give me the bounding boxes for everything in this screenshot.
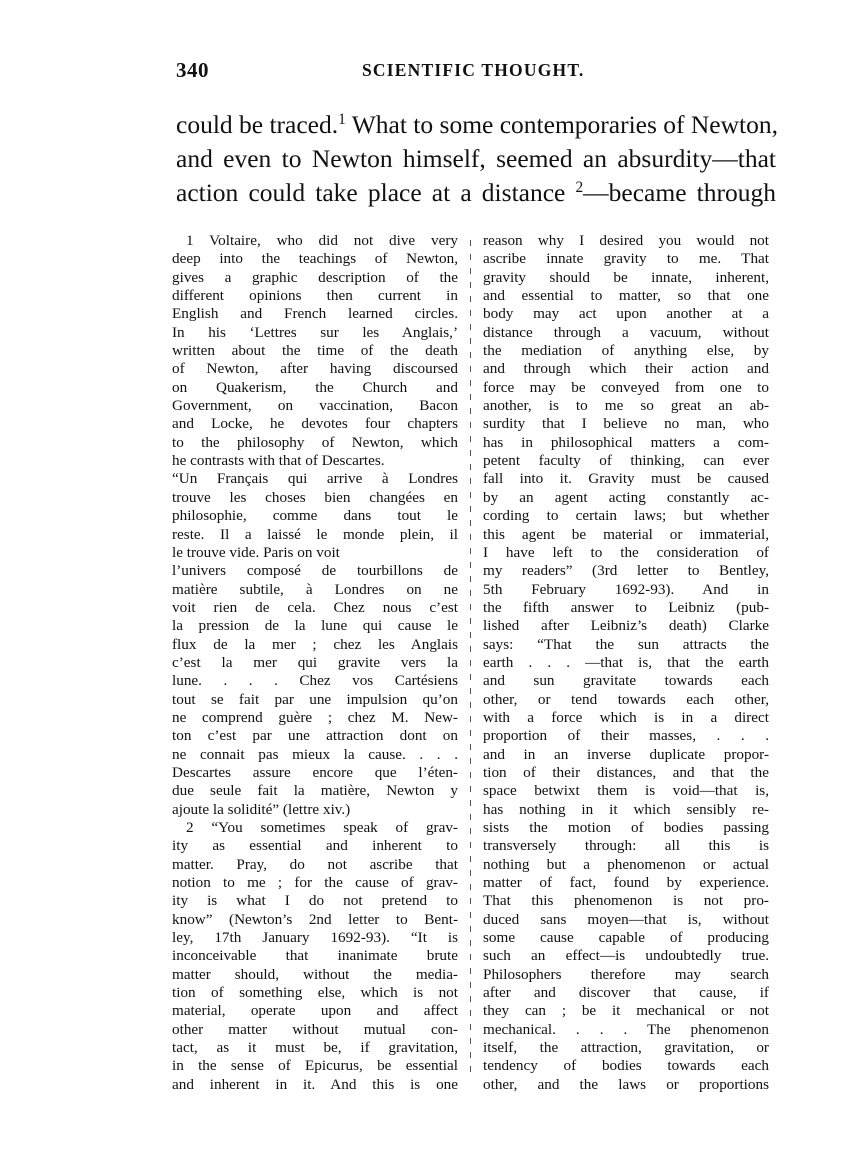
footnote-line: sists the motion of bodies passing xyxy=(483,819,769,836)
footnote-line: has in philosophical matters a com- xyxy=(483,433,769,451)
footnote-column-right xyxy=(483,232,769,1094)
footnote-line: tendency of bodies towards each xyxy=(483,1057,769,1075)
footnote-line: lune. . . . Chez vos Cartésiens xyxy=(172,672,458,690)
footnote-line: other matter without mutual con- xyxy=(172,1020,458,1038)
footnote-line: ton c’est par une attraction dont on xyxy=(172,727,458,745)
footnote-line: other, and the laws or proportions xyxy=(483,1075,769,1093)
footnote-line: he contrasts with that of Descartes. xyxy=(172,452,385,470)
footnote-line: has nothing in it which sensibly re- xyxy=(483,800,769,818)
footnote-line: deep into the teachings of Newton, xyxy=(172,250,458,268)
footnote-line: le trouve vide. Paris on voit xyxy=(172,543,340,561)
footnote-line: to the philosophy of Newton, which xyxy=(172,433,458,451)
footnote-line: space betwixt them is void—that is, xyxy=(483,782,769,800)
footnote-line: tact, as it must be, if gravitation, xyxy=(172,1039,458,1057)
footnote-line: other, or tend towards each other, xyxy=(483,690,769,708)
footnote-line: flux de la mer ; chez les Anglais xyxy=(172,635,458,653)
footnote-line: c’est la mer qui gravite vers la xyxy=(172,653,458,671)
footnote-line: cording to certain laws; but whether xyxy=(483,507,769,525)
footnote-line: petent faculty of thinking, can ever xyxy=(483,452,769,470)
footnote-line: ne comprend guère ; chez M. New- xyxy=(172,708,458,726)
footnote-line: in the sense of Epicurus, be essential xyxy=(172,1057,458,1075)
footnote-line: ley, 17th January 1692-93). “It is xyxy=(172,929,458,947)
footnote-line: That this phenomenon is not pro- xyxy=(483,892,769,910)
footnote-line: and sun gravitate towards each xyxy=(483,672,769,690)
footnote-line: itself, the attraction, gravitation, or xyxy=(483,1039,769,1057)
footnote-line: mechanical. . . . The phenomenon xyxy=(483,1020,769,1038)
column-divider xyxy=(470,240,471,1078)
footnote-line: matter of fact, found by experience. xyxy=(483,874,769,892)
footnote-line: of Newton, after having discoursed xyxy=(172,360,458,378)
main-line: and even to Newton himself, seemed an absurdity—that xyxy=(176,144,776,173)
footnote-line: the mediation of anything else, by xyxy=(483,342,769,360)
footnote-line: written about the time of the death xyxy=(172,342,458,360)
footnote-line: ascribe innate gravity to me. That xyxy=(483,250,769,268)
footnote-line: after and discover that cause, if xyxy=(483,984,769,1002)
footnote-line: ity as essential and inherent to xyxy=(172,837,458,855)
footnote-line: with a force which is in a direct xyxy=(483,708,769,726)
footnote-line: distance through a vacuum, without xyxy=(483,323,769,341)
footnote-line: philosophie, comme dans tout le xyxy=(172,507,458,525)
footnote-line: trouve les choses bien changées en xyxy=(172,488,458,506)
footnote-line: duced sans moyen—that is, without xyxy=(483,910,769,928)
footnotes xyxy=(172,232,772,1092)
footnote-line: different opinions then current in xyxy=(172,287,458,305)
footnote-line: reason why I desired you would not xyxy=(483,232,769,249)
footnote-line: notion to me ; for the cause of grav- xyxy=(172,874,458,892)
footnote-line: In his ‘Lettres sur les Anglais,’ xyxy=(172,323,458,341)
footnote-line: tion of something else, which is not xyxy=(172,984,458,1002)
footnote-line: nothing but a phenomenon or actual xyxy=(483,855,769,873)
page-number: 340 xyxy=(176,58,209,82)
footnote-line: material, operate upon and affect xyxy=(172,1002,458,1020)
footnote-line: gives a graphic description of the xyxy=(172,268,458,286)
footnote-line: lished after Leibniz’s death) Clarke xyxy=(483,617,769,635)
footnote-line: ity is what I do not pretend to xyxy=(172,892,458,910)
footnote-line: matter should, without the media- xyxy=(172,965,458,983)
footnote-line: says: “That the sun attracts the xyxy=(483,635,769,653)
footnote-column-left xyxy=(172,232,458,1094)
footnote-line: reste. Il a laissé le monde plein, il xyxy=(172,525,458,543)
footnote-line: due seule fait la matière, Newton y xyxy=(172,782,458,800)
footnote-line: voit rien de cela. Chez nous c’est xyxy=(172,598,458,616)
footnote-line: earth . . . —that is, that the earth xyxy=(483,653,769,671)
footnote-line: English and French learned circles. xyxy=(172,305,458,323)
running-head xyxy=(176,58,770,88)
footnote-line: by an agent acting constantly ac- xyxy=(483,488,769,506)
footnote-line: ne connait pas mieux la cause. . . . xyxy=(172,745,458,763)
footnote-line: on Quakerism, the Church and xyxy=(172,378,458,396)
footnote-line: surdity that I believe no man, who xyxy=(483,415,769,433)
footnote-line: and in an inverse duplicate propor- xyxy=(483,745,769,763)
footnote-line: the fifth answer to Leibniz (pub- xyxy=(483,598,769,616)
footnote-line: Philosophers therefore may search xyxy=(483,965,769,983)
footnote-line: 2 “You sometimes speak of grav- xyxy=(186,819,458,836)
footnote-line: “Un Français qui arrive à Londres xyxy=(172,470,458,488)
footnote-line: transversely through: all this is xyxy=(483,837,769,855)
running-title: SCIENTIFIC THOUGHT. xyxy=(362,60,585,80)
footnote-line: my readers” (3rd letter to Bentley, xyxy=(483,562,769,580)
footnote-line: proportion of their masses, . . . xyxy=(483,727,769,745)
footnote-line: they can ; be it mechanical or not xyxy=(483,1002,769,1020)
footnote-line: and essential to matter, so that one xyxy=(483,287,769,305)
footnote-line: tion of their distances, and that the xyxy=(483,763,769,781)
footnote-line: tout se fait par une impulsion qu’on xyxy=(172,690,458,708)
footnote-ref-1: 1 xyxy=(338,110,346,128)
footnote-line: force may be conveyed from one to xyxy=(483,378,769,396)
footnote-line: Descartes assure encore que l’éten- xyxy=(172,763,458,781)
footnote-line: some cause capable of producing xyxy=(483,929,769,947)
footnote-line: ajoute la solidité” (lettre xiv.) xyxy=(172,800,351,818)
footnote-line: 1 Voltaire, who did not dive very xyxy=(186,232,458,249)
footnote-line: matter. Pray, do not ascribe that xyxy=(172,855,458,873)
footnote-line: matière subtile, à Londres on ne xyxy=(172,580,458,598)
footnote-line: and Locke, he devotes four chapters xyxy=(172,415,458,433)
footnote-line: la pression de la lune qui cause le xyxy=(172,617,458,635)
footnote-line: and through which their action and xyxy=(483,360,769,378)
footnote-line: another, is to me so great an ab- xyxy=(483,397,769,415)
main-line: action could take place at a distance $^2$—became through xyxy=(176,178,776,207)
footnote-line: know” (Newton’s 2nd letter to Bent- xyxy=(172,910,458,928)
footnote-line: gravity should be innate, inherent, xyxy=(483,268,769,286)
footnote-line: l’univers composé de tourbillons de xyxy=(172,562,458,580)
footnote-line: this agent be material or immaterial, xyxy=(483,525,769,543)
footnote-ref-2: 2 xyxy=(575,178,584,196)
footnote-line: inconceivable that inanimate brute xyxy=(172,947,458,965)
footnote-line: body may act upon another at a xyxy=(483,305,769,323)
main-line: could be traced.$^1$ What to some contemporaries of Newton, xyxy=(176,110,779,139)
footnote-line: I have left to the consideration of xyxy=(483,543,769,561)
main-text xyxy=(176,108,779,210)
footnote-line: and inherent in it. And this is one xyxy=(172,1075,458,1093)
footnote-line: such an effect—is undoubtedly true. xyxy=(483,947,769,965)
footnote-line: fall into it. Gravity must be caused xyxy=(483,470,769,488)
footnote-line: Government, on vaccination, Bacon xyxy=(172,397,458,415)
footnote-line: 5th February 1692-93). And in xyxy=(483,580,769,598)
